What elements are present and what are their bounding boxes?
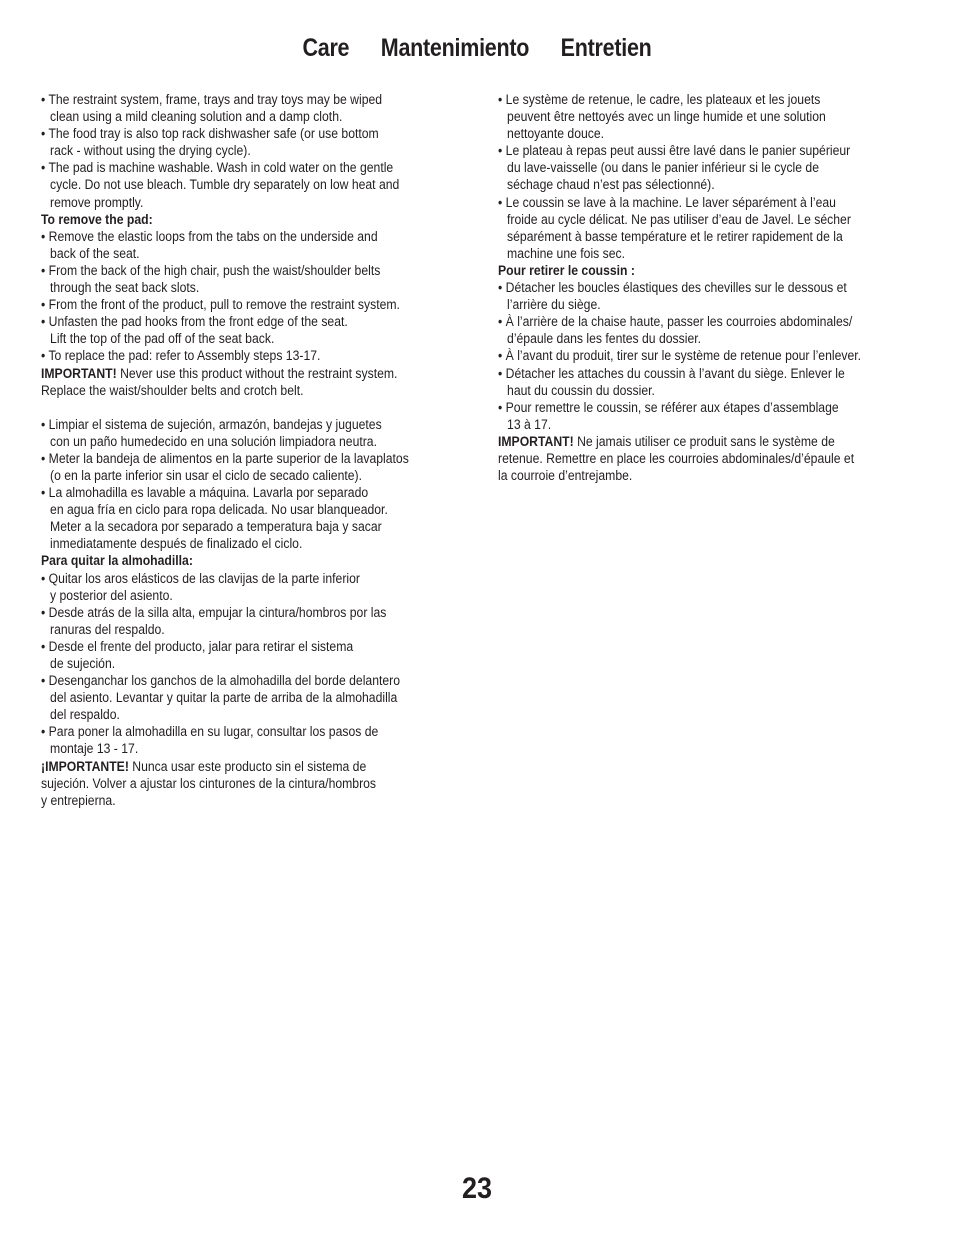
section-heading: To remove the pad: <box>41 211 153 228</box>
text-line: • To replace the pad: refer to Assembly steps 13-17. <box>41 348 321 365</box>
text-line: • The pad is machine washable. Wash in cold water on the gentle <box>41 160 394 177</box>
text-line: • Desde el frente del producto, jalar para retirar el sistema <box>41 638 354 655</box>
text-line: • Quitar los aros elásticos de las clavijas de la parte inferior <box>41 570 360 587</box>
important-label: IMPORTANT! <box>41 365 117 382</box>
text-line <box>498 434 911 451</box>
text-line: • Limpiar el sistema de sujeción, armazón, bandejas y juguetes <box>41 416 382 433</box>
text-line: • Remove the elastic loops from the tabs on the underside and <box>41 228 378 245</box>
text-line: haut du coussin du dossier. <box>507 382 655 399</box>
text-line: retenue. Remettre en place les courroies abdominales/d’épaule et <box>498 450 855 467</box>
text-line: • Le système de retenue, le cadre, les plateaux et les jouets <box>498 92 821 108</box>
text-line: en agua fría en ciclo para ropa delicada. No usar blanqueador. <box>50 502 388 519</box>
text-line: nettoyante douce. <box>507 126 605 143</box>
text-line: la courroie d’entrejambe. <box>498 468 633 485</box>
text-line: • From the front of the product, pull to remove the restraint system. <box>41 297 400 314</box>
text-line: inmediatamente después de finalizado el ciclo. <box>50 536 303 553</box>
text-line: • À l’avant du produit, tirer sur le système de retenue pour l’enlever. <box>498 348 862 365</box>
spanish-section <box>41 417 462 810</box>
english-section <box>41 92 462 400</box>
text-line: d’épaule dans les fentes du dossier. <box>507 331 702 348</box>
text-line: • Pour remettre le coussin, se référer aux étapes d’assemblage <box>498 399 839 416</box>
text-line: l’arrière du siège. <box>507 297 601 314</box>
text-line: • Para poner la almohadilla en su lugar, consultar los pasos de <box>41 724 379 741</box>
text-line: rack - without using the drying cycle). <box>50 143 251 160</box>
text-line: • La almohadilla es lavable a máquina. Lavarla por separado <box>41 485 369 502</box>
text-line: du lave-vaisselle (ou dans le panier inférieur si le cycle de <box>507 160 820 177</box>
text-line: sujeción. Volver a ajustar los cinturones de la cintura/hombros <box>41 775 377 792</box>
text-line: con un paño humedecido en una solución limpiadora neutra. <box>50 433 377 450</box>
text-line: ranuras del respaldo. <box>50 621 165 638</box>
text-line: back of the seat. <box>50 245 140 262</box>
important-text: Never use this product without the restraint system. <box>116 365 398 382</box>
text-line: y entrepierna. <box>41 792 116 809</box>
text-line: Lift the top of the pad off of the seat back. <box>50 331 275 348</box>
text-line: • Unfasten the pad hooks from the front edge of the seat. <box>41 314 348 331</box>
text-line: del asiento. Levantar y quitar la parte de arriba de la almohadilla <box>50 690 398 707</box>
text-line: montaje 13 - 17. <box>50 741 139 758</box>
text-line: remove promptly. <box>50 194 144 211</box>
text-line: (o en la parte inferior sin usar el ciclo de secado caliente). <box>50 467 363 484</box>
right-column <box>498 92 954 485</box>
text-line: • Desde atrás de la silla alta, empujar la cintura/hombros por las <box>41 604 387 621</box>
text-line: machine une fois sec. <box>507 245 626 262</box>
text-line: Replace the waist/shoulder belts and crotch belt. <box>41 382 304 399</box>
text-line: • Le coussin se lave à la machine. Le laver séparément à l’eau <box>498 194 836 211</box>
text-line: cycle. Do not use bleach. Tumble dry separately on low heat and <box>50 177 400 194</box>
left-column <box>41 92 531 810</box>
text-line: • Le plateau à repas peut aussi être lavé dans le panier supérieur <box>498 143 851 160</box>
section-heading: Pour retirer le coussin : <box>498 262 635 279</box>
text-line: del respaldo. <box>50 707 120 724</box>
title-spanish: Mantenimiento <box>380 34 530 62</box>
text-line <box>41 366 462 383</box>
french-section <box>498 92 911 485</box>
text-line: froide au cycle délicat. Ne pas utiliser d’eau de Javel. Le sécher <box>507 211 851 228</box>
text-line: • From the back of the high chair, push the waist/shoulder belts <box>41 262 381 279</box>
text-line: • The restraint system, frame, trays and tray toys may be wiped <box>41 92 383 108</box>
text-line: peuvent être nettoyés avec un linge humide et une solution <box>507 109 826 126</box>
section-gap <box>41 400 462 417</box>
text-line: y posterior del asiento. <box>50 587 173 604</box>
text-line: • À l’arrière de la chaise haute, passer les courroies abdominales/ <box>498 314 853 331</box>
title-english: Care <box>302 34 350 62</box>
text-line: de sujeción. <box>50 656 116 672</box>
text-line: séchage chaud n’est pas sélectionné). <box>507 177 715 194</box>
text-line: Meter a la secadora por separado a temperatura baja y sacar <box>50 519 382 536</box>
text-line: séparément à basse température et le retirer rapidement de la <box>507 228 843 245</box>
text-line: 13 à 17. <box>507 416 552 433</box>
section-heading: Para quitar la almohadilla: <box>41 553 193 570</box>
page-title <box>67 34 887 63</box>
text-line: through the seat back slots. <box>50 280 200 297</box>
important-text: Nunca usar este producto sin el sistema de <box>128 758 367 775</box>
important-label: IMPORTANT! <box>498 433 574 450</box>
text-line: • Détacher les attaches du coussin à l’avant du siège. Enlever le <box>498 365 845 382</box>
text-line: • Desenganchar los ganchos de la almohadilla del borde delantero <box>41 673 401 690</box>
important-text: Ne jamais utiliser ce produit sans le système de <box>573 433 835 450</box>
text-line: clean using a mild cleaning solution and a damp cloth. <box>50 109 343 126</box>
page-number: 23 <box>461 1172 493 1205</box>
important-label: ¡IMPORTANTE! <box>41 758 129 775</box>
text-line: • Meter la bandeja de alimentos en la parte superior de la lavaplatos <box>41 450 409 467</box>
text-line: • Détacher les boucles élastiques des chevilles sur le dessous et <box>498 280 847 297</box>
text-line <box>41 759 462 776</box>
text-line: • The food tray is also top rack dishwasher safe (or use bottom <box>41 126 379 143</box>
title-french: Entretien <box>560 34 652 62</box>
